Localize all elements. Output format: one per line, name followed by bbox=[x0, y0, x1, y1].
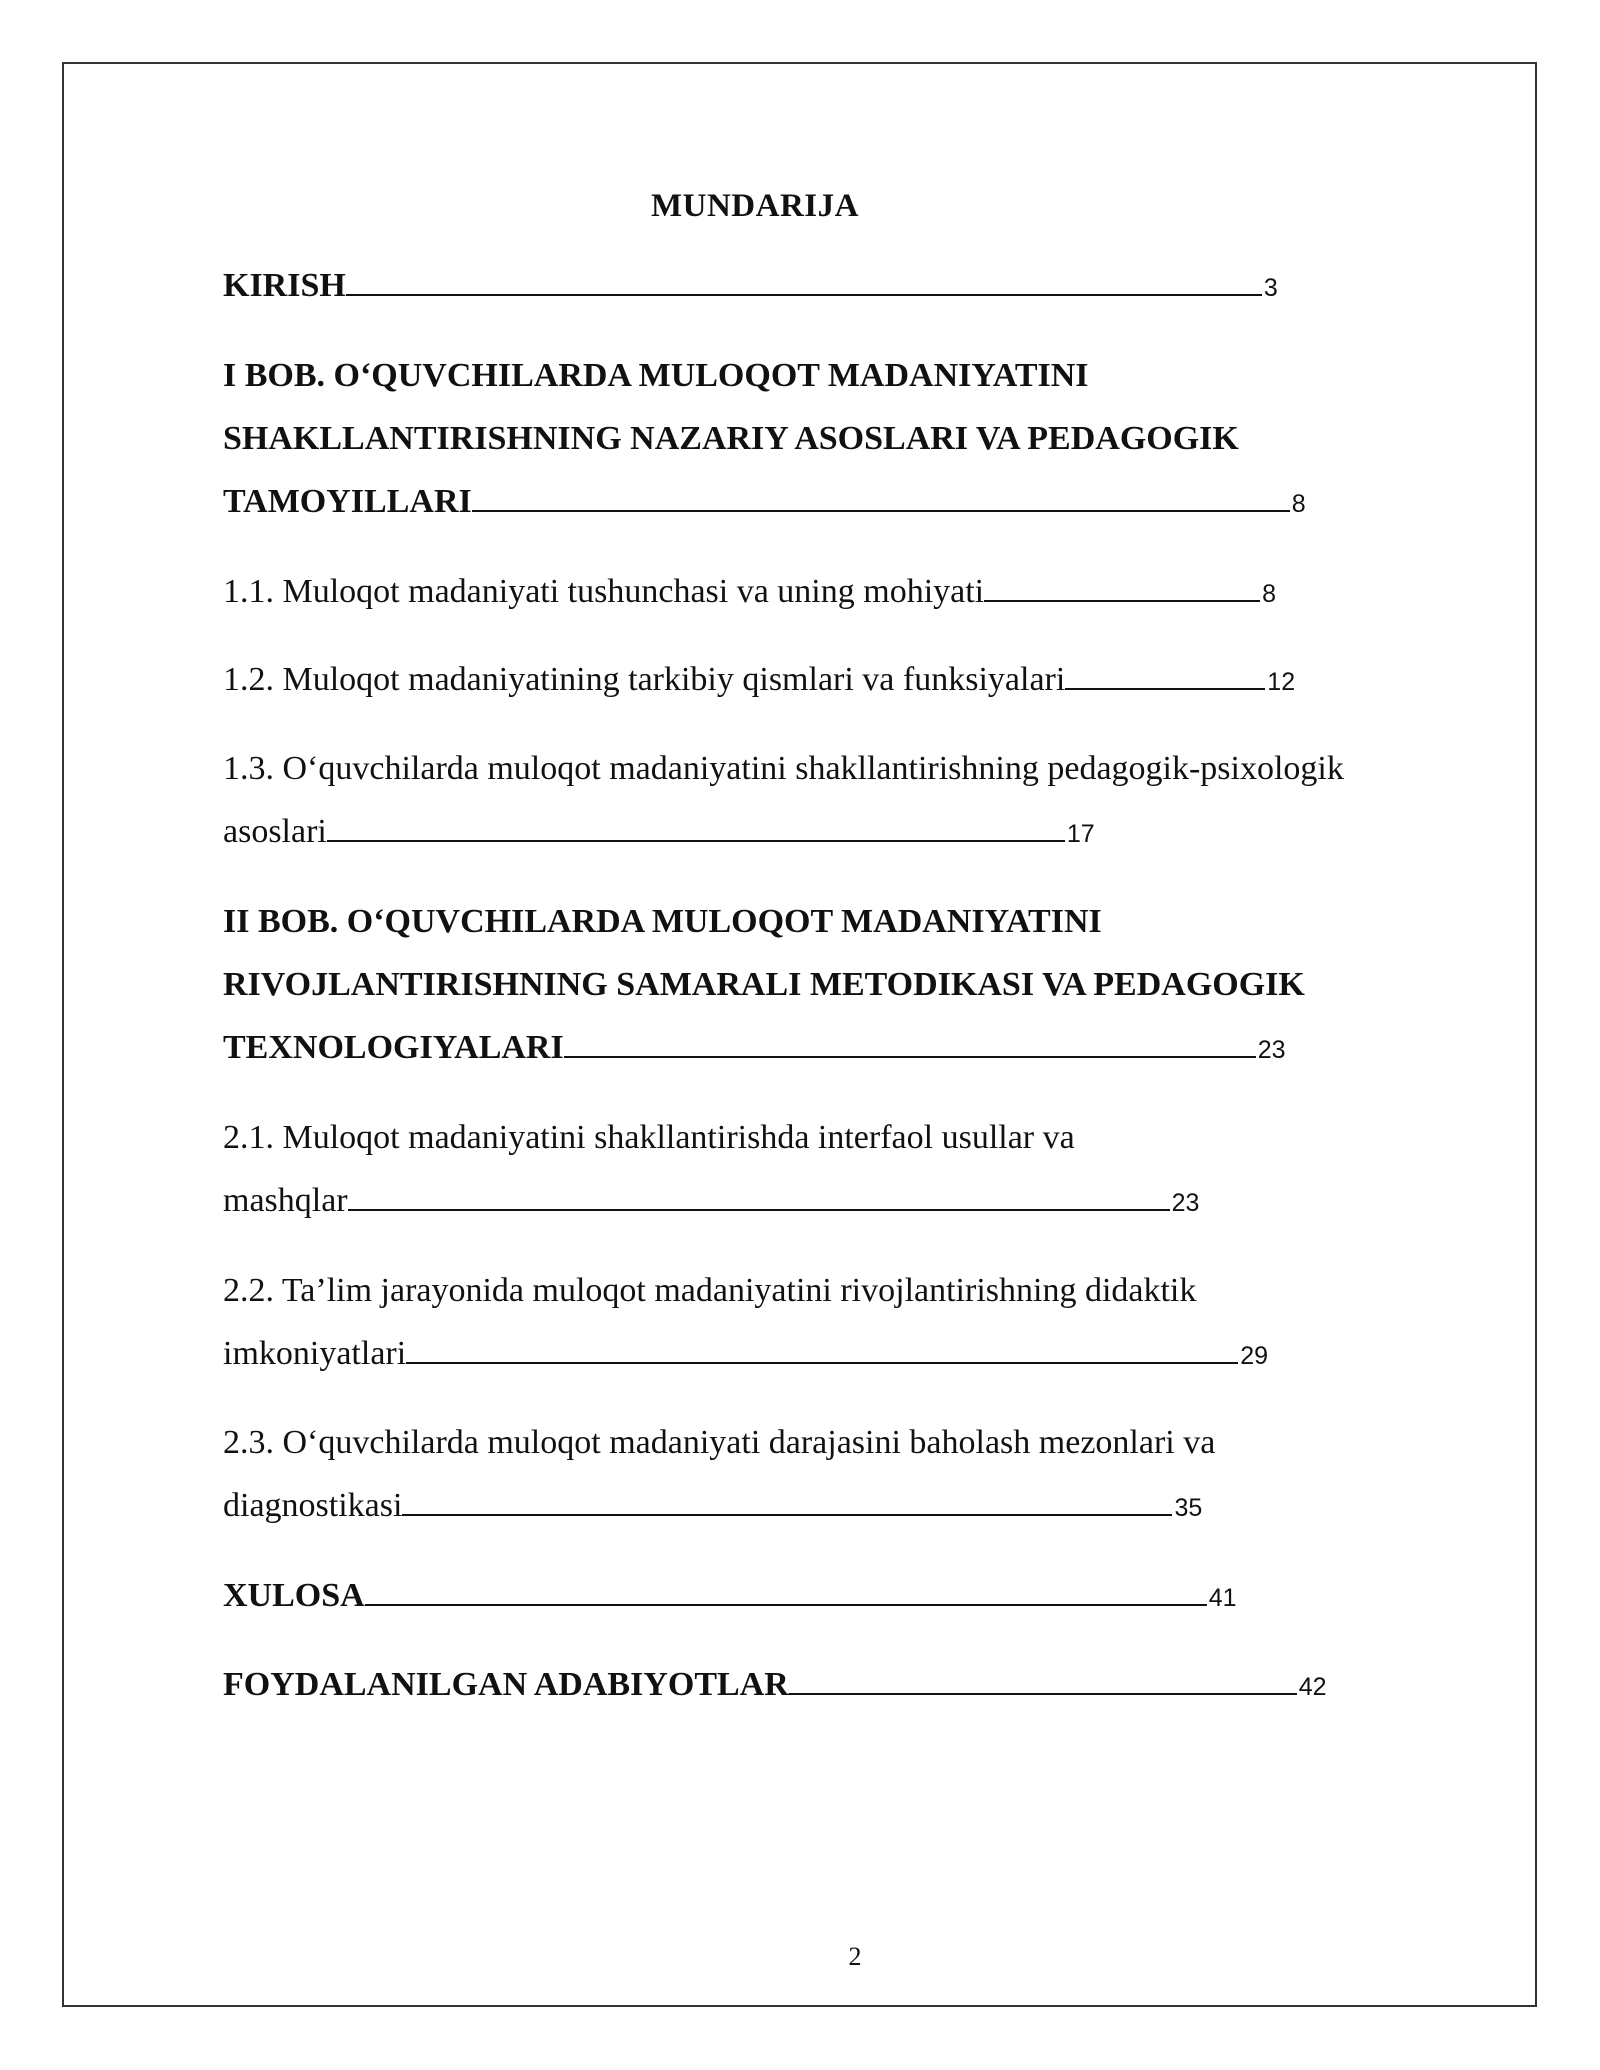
toc-title: MUNDARIJA bbox=[651, 188, 859, 224]
toc-page-number: 17 bbox=[1066, 820, 1095, 848]
toc-entry-text: asoslari bbox=[223, 813, 327, 850]
toc-leader bbox=[402, 1514, 1172, 1516]
toc-entry-text: 1.3. O‘quvchilarda muloqot madaniyatini shakllantirishning pedagogik-psixologik bbox=[223, 750, 1344, 787]
toc-leader bbox=[984, 600, 1260, 602]
toc-entry-text: RIVOJLANTIRISHNING SAMARALI METODIKASI VA PEDAGOGIK bbox=[223, 966, 1305, 1003]
toc-leader bbox=[789, 1693, 1297, 1695]
toc-page-number: 42 bbox=[1298, 1673, 1327, 1701]
toc-entry-2-2[interactable] bbox=[223, 1259, 1453, 1385]
toc-entry-text: mashqlar bbox=[223, 1182, 348, 1219]
toc-entry-1-3[interactable] bbox=[223, 737, 1453, 863]
toc-leader bbox=[346, 294, 1262, 296]
toc-leader bbox=[564, 1056, 1256, 1058]
toc-page-number: 8 bbox=[1262, 580, 1277, 608]
toc-entry-kirish[interactable] bbox=[223, 254, 1453, 317]
toc-entry-text: XULOSA bbox=[223, 1577, 365, 1614]
toc-entry-text: TAMOYILLARI bbox=[223, 483, 472, 520]
toc-leader bbox=[348, 1209, 1170, 1211]
toc-entry-xulosa[interactable] bbox=[223, 1564, 1453, 1627]
toc-entry-text: II BOB. O‘QUVCHILARDA MULOQOT MADANIYATINI bbox=[223, 903, 1102, 940]
toc-entry-text: FOYDALANILGAN ADABIYOTLAR bbox=[223, 1666, 789, 1703]
toc-entry-text: TEXNOLOGIYALARI bbox=[223, 1029, 564, 1066]
toc-entry-text: 1.2. Muloqot madaniyatining tarkibiy qismlari va funksiyalari bbox=[223, 661, 1066, 698]
toc-page-number: 23 bbox=[1171, 1189, 1200, 1217]
toc-entry-text: 2.2. Ta’lim jarayonida muloqot madaniyatini rivojlantirishning didaktik bbox=[223, 1272, 1197, 1309]
toc-page-number: 29 bbox=[1240, 1342, 1268, 1370]
toc-entry-text: SHAKLLANTIRISHNING NAZARIY ASOSLARI VA PEDAGOGIK bbox=[223, 420, 1239, 457]
toc-entry-1-2[interactable] bbox=[223, 648, 1453, 711]
toc-entry-text: diagnostikasi bbox=[223, 1487, 403, 1524]
footer-page-number: 2 bbox=[848, 1942, 862, 1971]
toc-entry-text: KIRISH bbox=[223, 267, 346, 304]
toc-page-number: 23 bbox=[1257, 1036, 1286, 1064]
toc-entry-2-3[interactable] bbox=[223, 1411, 1453, 1537]
toc-page-number: 41 bbox=[1208, 1584, 1237, 1612]
toc-entry-text: 1.1. Muloqot madaniyati tushunchasi va uning mohiyati bbox=[223, 573, 985, 610]
toc-entry-references[interactable] bbox=[223, 1653, 1453, 1716]
toc-entry-chapter-2[interactable] bbox=[223, 890, 1453, 1079]
toc-page-number: 12 bbox=[1267, 668, 1296, 696]
toc-entry-chapter-1[interactable] bbox=[223, 344, 1453, 533]
toc-page-number: 35 bbox=[1174, 1494, 1203, 1522]
toc-leader bbox=[406, 1362, 1238, 1364]
toc-entry-1-1[interactable] bbox=[223, 560, 1453, 623]
toc-entry-text: 2.1. Muloqot madaniyatini shakllantirishda interfaol usullar va bbox=[223, 1119, 1075, 1156]
toc-leader bbox=[365, 1604, 1207, 1606]
toc-page-number: 8 bbox=[1291, 490, 1306, 518]
toc-entry-text: I BOB. O‘QUVCHILARDA MULOQOT MADANIYATINI bbox=[223, 357, 1089, 394]
toc-entry-2-1[interactable] bbox=[223, 1106, 1453, 1232]
toc-leader bbox=[327, 840, 1065, 842]
toc-page-number: 3 bbox=[1263, 274, 1278, 302]
toc-leader bbox=[472, 510, 1290, 512]
toc-entry-text: imkoniyatlari bbox=[223, 1335, 407, 1372]
toc-leader bbox=[1065, 688, 1265, 690]
toc-entry-text: 2.3. O‘quvchilarda muloqot madaniyati darajasini baholash mezonlari va bbox=[223, 1424, 1216, 1461]
